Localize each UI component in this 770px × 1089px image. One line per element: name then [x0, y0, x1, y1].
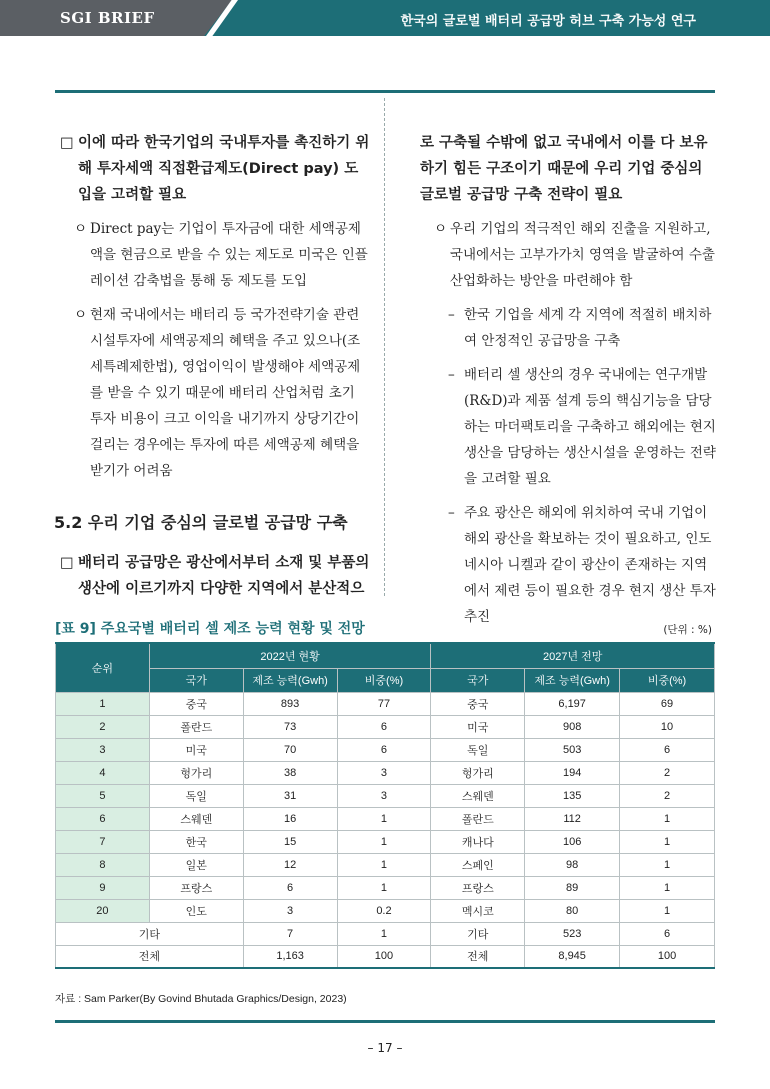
- table-row: [56, 876, 715, 899]
- table-subheader-row: [56, 668, 715, 692]
- share-cell: 77: [337, 692, 431, 715]
- country-cell: 한국: [149, 830, 243, 853]
- dash-marker: –: [448, 367, 455, 383]
- capacity-cell: 98: [525, 853, 620, 876]
- capacity-cell: 70: [243, 738, 337, 761]
- table-unit: (단위 : %): [663, 624, 712, 636]
- share-cell: 1: [337, 876, 431, 899]
- capacity-cell: 503: [525, 738, 620, 761]
- share-cell: 6: [337, 715, 431, 738]
- top-rule: [55, 90, 715, 93]
- circle-item: [60, 216, 370, 294]
- rank-cell: 4: [56, 761, 150, 784]
- country-cell: 헝가리: [431, 761, 525, 784]
- bullet-paragraph: □ 배터리 공급망은 광산에서부터 소재 및 부품의 생산에 이르기까지 다양한 지역에서 분산적으: [60, 550, 370, 602]
- country-cell: 폴란드: [149, 715, 243, 738]
- table-header-row: [56, 643, 715, 668]
- circle-marker: ㅇ: [74, 221, 88, 237]
- dash-marker: –: [448, 307, 455, 323]
- rank-cell: 6: [56, 807, 150, 830]
- table-row: [56, 807, 715, 830]
- country-cell: 독일: [431, 738, 525, 761]
- table-row: [56, 853, 715, 876]
- col-share-2027: 비중(%): [620, 668, 715, 692]
- capacity-cell: 38: [243, 761, 337, 784]
- rank-cell: 20: [56, 899, 150, 922]
- rank-cell: 1: [56, 692, 150, 715]
- country-cell: 캐나다: [431, 830, 525, 853]
- left-column: [54, 130, 370, 610]
- circle-item-text: 우리 기업의 적극적인 해외 진출을 지원하고, 국내에서는 고부가가치 영역을 발굴하여 수출산업화하는 방안을 마련해야 함: [450, 221, 715, 289]
- share-cell: 1: [620, 807, 715, 830]
- capacity-cell: 112: [525, 807, 620, 830]
- table-row-other: [56, 922, 715, 945]
- dash-item-text: 주요 광산은 해외에 위치하여 국내 기업이 해외 광산을 확보하는 것이 필요하고, 인도네시아 니켈과 같이 광산이 존재하는 지역에서 제련 등이 필요한 경우 현지 생산 투자 추진: [464, 505, 716, 625]
- rank-cell: 2: [56, 715, 150, 738]
- dash-item: [420, 500, 720, 630]
- country-cell: 중국: [431, 692, 525, 715]
- page-number: – 17 –: [367, 1041, 403, 1055]
- country-cell: 중국: [149, 692, 243, 715]
- col-capacity-2022: 제조 능력(Gwh): [243, 668, 337, 692]
- dash-marker: –: [448, 505, 455, 521]
- document-title: 한국의 글로벌 배터리 공급망 허브 구축 가능성 연구: [400, 14, 696, 29]
- table-row: [56, 899, 715, 922]
- share-cell: 6: [337, 738, 431, 761]
- share-cell: 10: [620, 715, 715, 738]
- table-row: [56, 784, 715, 807]
- share-cell: 69: [620, 692, 715, 715]
- capacity-cell: 135: [525, 784, 620, 807]
- dash-item: [420, 362, 720, 492]
- col-country-2027: 국가: [431, 668, 525, 692]
- other-label-2022: 기타: [56, 922, 244, 945]
- group-header-2027: 2027년 전망: [431, 643, 715, 668]
- country-cell: 스페인: [431, 853, 525, 876]
- rank-header: 순위: [56, 643, 150, 692]
- capacity-cell: 6,197: [525, 692, 620, 715]
- table-row: [56, 715, 715, 738]
- share-cell: 6: [620, 738, 715, 761]
- col-share-2022: 비중(%): [337, 668, 431, 692]
- capacity-cell: 73: [243, 715, 337, 738]
- rank-cell: 8: [56, 853, 150, 876]
- table-row: [56, 692, 715, 715]
- col-country-2022: 국가: [149, 668, 243, 692]
- share-cell: 6: [620, 922, 715, 945]
- dash-item-text: 배터리 셀 생산의 경우 국내에는 연구개발(R&D)과 제품 설계 등의 핵심기능을 담당하는 마더팩토리을 구축하고 해외에는 현지생산을 담당하는 생산시설을 운영하는 전략을 고려할 필요: [464, 367, 716, 487]
- dash-item: [420, 302, 720, 354]
- circle-item-text: Direct pay는 기업이 투자금에 대한 세액공제액을 현금으로 받을 수 있는 제도로 미국은 인플레이션 감축법을 통해 동 제도를 도입: [90, 221, 368, 289]
- share-cell: 1: [620, 899, 715, 922]
- capacity-table: [55, 642, 715, 969]
- circle-item: [420, 216, 720, 294]
- capacity-cell: 31: [243, 784, 337, 807]
- rank-cell: 5: [56, 784, 150, 807]
- capacity-cell: 3: [243, 899, 337, 922]
- table-row-total: [56, 945, 715, 968]
- capacity-cell: 893: [243, 692, 337, 715]
- capacity-cell: 89: [525, 876, 620, 899]
- circle-item: [60, 302, 370, 484]
- share-cell: 1: [620, 830, 715, 853]
- country-cell: 헝가리: [149, 761, 243, 784]
- capacity-cell: 908: [525, 715, 620, 738]
- country-cell: 미국: [149, 738, 243, 761]
- capacity-cell: 523: [525, 922, 620, 945]
- table-caption: [표 9] 주요국별 배터리 셀 제조 능력 현황 및 전망: [55, 621, 365, 637]
- table-row: [56, 738, 715, 761]
- table-row: [56, 761, 715, 784]
- country-cell: 폴란드: [431, 807, 525, 830]
- column-divider: [384, 98, 385, 596]
- capacity-cell: 15: [243, 830, 337, 853]
- share-cell: 1: [337, 922, 431, 945]
- share-cell: 3: [337, 761, 431, 784]
- share-cell: 2: [620, 784, 715, 807]
- capacity-cell: 80: [525, 899, 620, 922]
- circle-marker: ㅇ: [434, 221, 448, 237]
- bottom-rule: [55, 1020, 715, 1023]
- col-capacity-2027: 제조 능력(Gwh): [525, 668, 620, 692]
- capacity-cell: 16: [243, 807, 337, 830]
- total-label-2027: 전체: [431, 945, 525, 968]
- rank-cell: 7: [56, 830, 150, 853]
- bullet-paragraph: □ 이에 따라 한국기업의 국내투자를 촉진하기 위해 투자세액 직접환급제도(Direct pay) 도입을 고려할 필요: [60, 130, 370, 208]
- country-cell: 일본: [149, 853, 243, 876]
- share-cell: 1: [620, 876, 715, 899]
- right-column: [420, 130, 720, 638]
- group-header-2022: 2022년 현황: [149, 643, 431, 668]
- share-cell: 1: [337, 830, 431, 853]
- table-row: [56, 830, 715, 853]
- capacity-cell: 106: [525, 830, 620, 853]
- share-cell: 1: [337, 807, 431, 830]
- other-label-2027: 기타: [431, 922, 525, 945]
- share-cell: 1: [620, 853, 715, 876]
- section-heading: 5.2 우리 기업 중심의 글로벌 공급망 구축: [54, 513, 348, 532]
- rank-cell: 9: [56, 876, 150, 899]
- country-cell: 인도: [149, 899, 243, 922]
- circle-item-text: 현재 국내에서는 배터리 등 국가전략기술 관련 시설투자에 세액공제의 혜택을 주고 있으나(조세특례제한법), 영업이익이 발생해야 세액공제를 받을 수 있기 때문에 배터리 산업처럼 초기 투자 비용이 크고 이익을 내기까지 상당기간이 걸리는 경우에는 투자에 따른 세액공제 혜택을 받기가 어려움: [90, 307, 361, 479]
- capacity-cell: 8,945: [525, 945, 620, 968]
- capacity-cell: 7: [243, 922, 337, 945]
- share-cell: 100: [620, 945, 715, 968]
- brand-label: SGI BRIEF: [60, 9, 155, 27]
- share-cell: 1: [337, 853, 431, 876]
- share-cell: 0.2: [337, 899, 431, 922]
- share-cell: 2: [620, 761, 715, 784]
- circle-marker: ㅇ: [74, 307, 88, 323]
- rank-cell: 3: [56, 738, 150, 761]
- capacity-cell: 1,163: [243, 945, 337, 968]
- total-label-2022: 전체: [56, 945, 244, 968]
- share-cell: 3: [337, 784, 431, 807]
- country-cell: 독일: [149, 784, 243, 807]
- capacity-cell: 194: [525, 761, 620, 784]
- dash-item-text: 한국 기업을 세계 각 지역에 적절히 배치하여 안정적인 공급망을 구축: [464, 307, 712, 349]
- table-source: 자료 : Sam Parker(By Govind Bhutada Graphics/Design, 2023): [55, 993, 347, 1005]
- capacity-cell: 6: [243, 876, 337, 899]
- country-cell: 스웨덴: [149, 807, 243, 830]
- paragraph-continuation: 로 구축될 수밖에 없고 국내에서 이를 다 보유하기 힘든 구조이기 때문에 우리 기업 중심의 글로벌 공급망 구축 전략이 필요: [420, 135, 708, 203]
- country-cell: 미국: [431, 715, 525, 738]
- country-cell: 스웨덴: [431, 784, 525, 807]
- share-cell: 100: [337, 945, 431, 968]
- capacity-cell: 12: [243, 853, 337, 876]
- country-cell: 멕시코: [431, 899, 525, 922]
- country-cell: 프랑스: [431, 876, 525, 899]
- country-cell: 프랑스: [149, 876, 243, 899]
